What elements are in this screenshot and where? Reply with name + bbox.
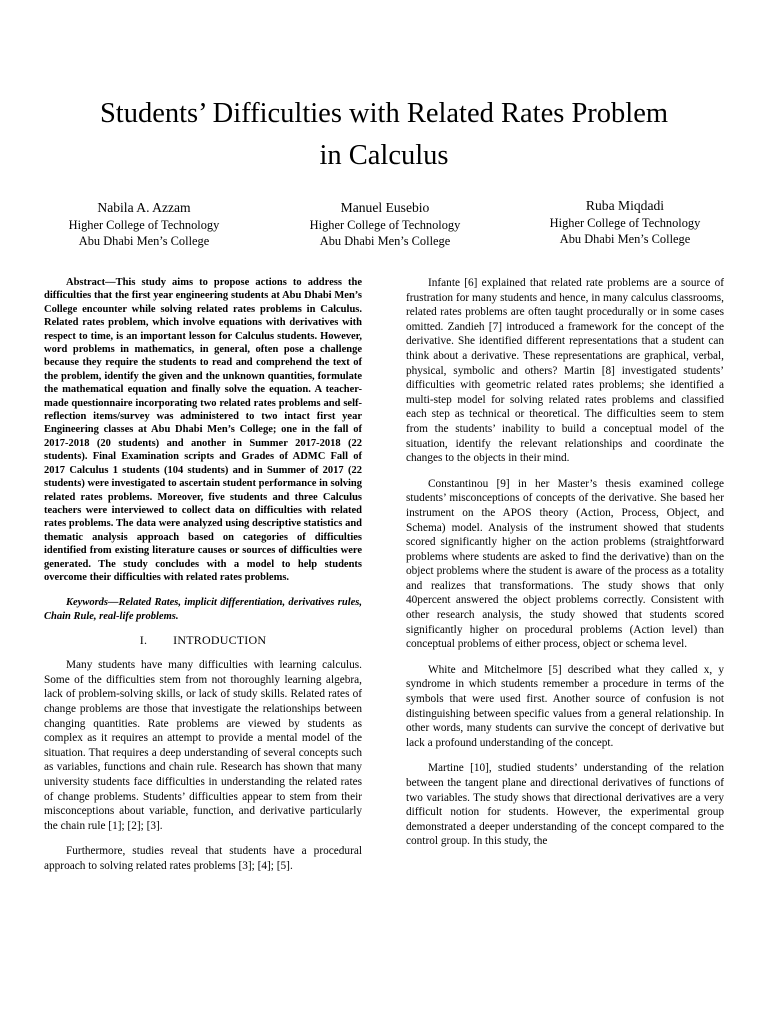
author-affiliation: Higher College of Technology (549, 216, 701, 230)
abstract (44, 276, 362, 584)
right-column (406, 276, 724, 860)
author-institution: Abu Dhabi Men’s College (319, 234, 451, 248)
title-line-1: Students’ Difficulties with Related Rates Problem (99, 98, 669, 129)
author-block-3 (525, 197, 725, 247)
author-institution: Abu Dhabi Men’s College (559, 232, 691, 246)
title-line-2: in Calculus (319, 140, 449, 171)
author-block-2 (285, 199, 485, 249)
author-affiliation: Higher College of Technology (68, 218, 220, 232)
author-institution: Abu Dhabi Men’s College (78, 234, 210, 248)
author-name: Manuel Eusebio (340, 200, 430, 215)
section-title: INTRODUCTION (173, 633, 267, 648)
body-paragraph: Infante [6] explained that related rate problems are a source of frustration for many students and hence, in many calculus classrooms, related rates problems are often taught procedurally or in some cases omitted. Zandieh [7] introduced a framework for the concept of the derivative. She identified different representations that a student can think about a derivative. These representations are graphical, verbal, physical, symbolic and others? Martin [8] investigated students’ difficulties with geometric related rates problems; she identified a multi-step model for solving related rates problems and classified each step as technical or theoretical. The difficulties seem to stem from the students’ inability to build a conceptual model of the situation, identify the relevant relationships and coordinate the changes to the objects in their mind. (406, 277, 724, 465)
author-block-1 (44, 199, 244, 249)
abstract-text: Abstract—This study aims to propose actions to address the difficulties that the first year engineering students at Abu Dhabi Men’s College encounter while solving related rates problems in Calculus. Related rates problem, which involve equations with derivatives with respect to time, is an important lesson for Calculus students. However, word problems in mathematics, in general, often pose a challenge because they require the students to read and comprehend the text of the problem, identify the given and the unknown quantities, formulate the mathematical equation and finally solve the equation. A teacher-made questionnaire incorporating two related rates problems and self-reflection items/survey was administered to two intact first year Engineering classes at Abu Dhabi Men’s College; one in the fall of 2017-2018 (20 students) and another in Summer 2017-2018 (22 students). Final Examination scripts and Grades of ADMC Fall of 2017 Calculus 1 students (104 students) and in Summer of 2017 (22 students) were investigated to ascertain student performance in solving related rates problems. Moreover, five students and three Calculus teachers were interviewed to collect data on difficulties with related rates problems. The data were analyzed using descriptive statistics and thematic analysis approach based on categories of difficulties identified from existing literature causes or sources of difficulties were generated. The study concludes with a model to help students overcome their difficulties with related rates problems. (44, 277, 362, 583)
body-paragraph: Martine [10], studied students’ understanding of the relation between the tangent plane and directional derivatives of functions of two variables. The study shows that directional derivatives are a very difficult notion for students. However, the experimental group demonstrated a deeper understanding of the concept compared to the control group. In this study, the (406, 762, 724, 848)
keywords-text: Keywords—Related Rates, implicit differentiation, derivatives rules, Chain Rule, real-life problems. (44, 597, 362, 622)
author-affiliation: Higher College of Technology (309, 218, 461, 232)
body-paragraph: Constantinou [9] in her Master’s thesis examined college students’ misconceptions of concepts of the derivative. She based her instrument on the APOS theory (Action, Process, Object, and Schema) model. Analysis of the instrument showed that students scored significantly higher on the action problems (straightforward problems where students are asked to find the derivative) than on the object problems where the student is aware of the process as a totality and realizes that transformations. The study shows that only 40percent answered the object problems correctly. Consistent with other research analysis, the study showed that students scored significantly higher on procedural problems (Action level) than conceptual problems of either process, object or schema level. (406, 477, 724, 651)
body-paragraph: Furthermore, studies reveal that students have a procedural approach to solving related rates problems [3]; [4]; [5]. (44, 845, 362, 872)
section-number: I. (139, 633, 148, 648)
body-paragraph: Many students have many difficulties with learning calculus. Some of the difficulties stem from not thoroughly learning algebra, lack of problem-solving skills, or lack of study skills. Related rates of change problems are those that investigate the relationships between changing quantities. Rate problems are viewed by students as complex as it requires an attempt to provide a mental model of the situation. That requires a deep understanding of several concepts such as variables, functions and chain rule. Research has shown that many university students face difficulties in understanding the related rates of change problems. Students’ difficulties appear to stem from their misconceptions about variable, function, and derivative particularly the chain rule [1]; [2]; [3]. (44, 659, 362, 832)
keywords (44, 596, 362, 623)
body-paragraph: White and Mitchelmore [5] described what they called x, y syndrome in which students remember a procedure in terms of the symbols that were used first. Another source of confusion is not distinguishing between specific values from a general relationship. In other words, many students can survive the concept of derivative but lack a profound understanding of the concept. (406, 663, 724, 749)
author-name: Nabila A. Azzam (97, 200, 191, 215)
left-column (44, 276, 362, 884)
section-heading (44, 633, 362, 648)
author-name: Ruba Miqdadi (585, 198, 665, 213)
paper-title (60, 93, 708, 177)
